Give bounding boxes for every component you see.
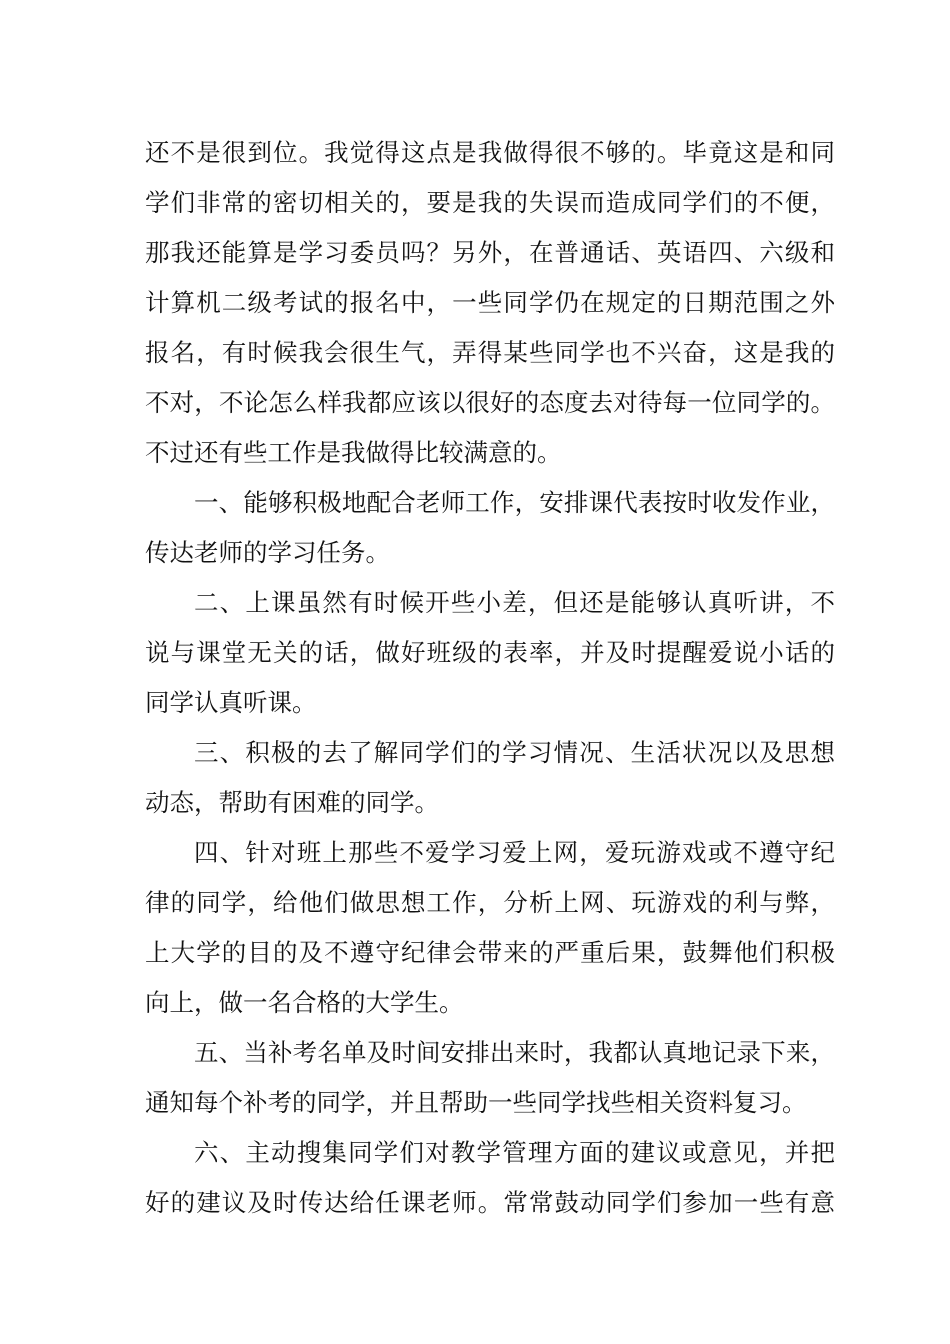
- text-line: 计算机二级考试的报名中，一些同学仍在规定的日期范围之外: [145, 288, 835, 317]
- text-line: 五、当补考名单及时间安排出来时，我都认真地记录下来，: [194, 1038, 835, 1067]
- paragraph-item-1: [145, 478, 835, 578]
- text-line: 学们非常的密切相关的，要是我的失误而造成同学们的不便，: [145, 188, 835, 217]
- text-line: 六、主动搜集同学们对教学管理方面的建议或意见，并把: [194, 1138, 835, 1167]
- text-line: 三、积极的去了解同学们的学习情况、生活状况以及思想: [194, 738, 835, 767]
- text-line: 传达老师的学习任务。: [145, 538, 390, 567]
- text-line: 二、上课虽然有时候开些小差，但还是能够认真听讲，不: [194, 588, 835, 617]
- paragraph-item-6: [145, 1128, 835, 1228]
- text-line: 同学认真听课。: [145, 688, 317, 717]
- paragraph-item-5: [145, 1028, 835, 1128]
- body-text: [145, 128, 835, 1228]
- text-line: 律的同学，给他们做思想工作，分析上网、玩游戏的利与弊，: [145, 888, 835, 917]
- text-line: 那我还能算是学习委员吗？另外，在普通话、英语四、六级和: [145, 238, 835, 267]
- text-line: 不对，不论怎么样我都应该以很好的态度去对待每一位同学的。: [145, 388, 835, 417]
- text-line: 上大学的目的及不遵守纪律会带来的严重后果，鼓舞他们积极: [145, 938, 835, 967]
- text-line: 说与课堂无关的话，做好班级的表率，并及时提醒爱说小话的: [145, 638, 835, 667]
- text-line: 还不是很到位。我觉得这点是我做得很不够的。毕竟这是和同: [145, 138, 835, 167]
- text-line: 不过还有些工作是我做得比较满意的。: [145, 438, 562, 467]
- paragraph-item-2: [145, 578, 835, 728]
- text-line: 好的建议及时传达给任课老师。常常鼓动同学们参加一些有意: [145, 1188, 835, 1217]
- text-line: 通知每个补考的同学，并且帮助一些同学找些相关资料复习。: [145, 1088, 807, 1117]
- paragraph-item-4: [145, 828, 835, 1028]
- text-line: 向上，做一名合格的大学生。: [145, 988, 464, 1017]
- text-line: 四、针对班上那些不爱学习爱上网，爱玩游戏或不遵守纪: [194, 838, 835, 867]
- paragraph-continuation: [145, 128, 835, 478]
- paragraph-item-3: [145, 728, 835, 828]
- text-line: 报名，有时候我会很生气，弄得某些同学也不兴奋，这是我的: [145, 338, 835, 367]
- text-line: 动态，帮助有困难的同学。: [145, 788, 439, 817]
- text-line: 一、能够积极地配合老师工作，安排课代表按时收发作业，: [194, 488, 835, 517]
